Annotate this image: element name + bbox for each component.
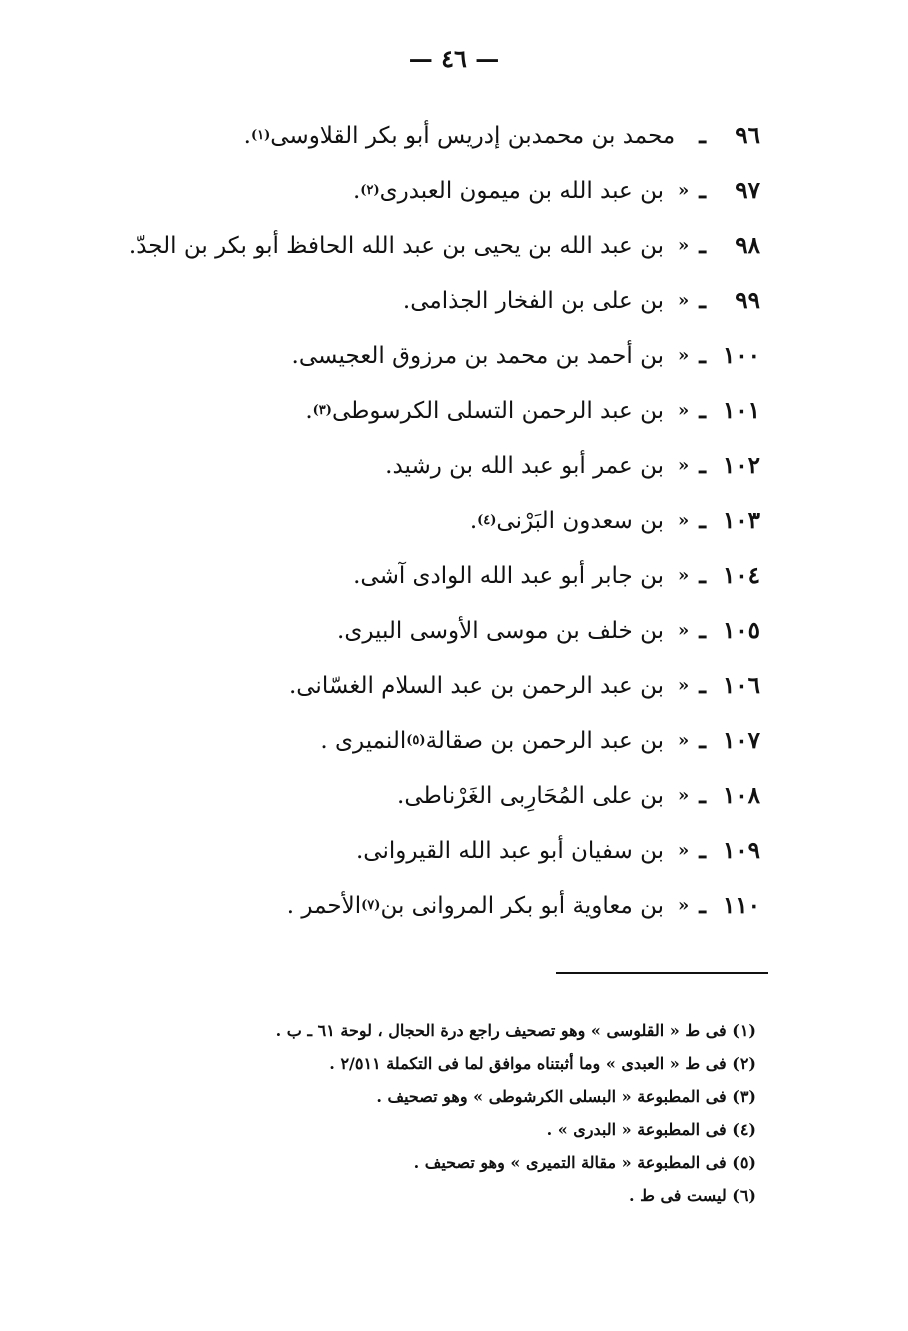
entry-number: ١٠٢ [722,452,760,479]
list-item [120,878,760,933]
footnote-ref: (١) [250,128,271,143]
entry-number: ١٠٣ [722,507,760,534]
footnote-item: (٦) ليست فى ط . [628,1186,756,1205]
list-item [120,273,760,328]
entry-end: الأحمر . [286,892,362,919]
entry-number: ٩٧ [735,177,760,204]
entry-number: ١٠٤ [722,562,760,589]
entry-dash: ـ [699,397,706,424]
footnote-ref: (٢) [360,183,380,198]
footnote-separator [556,972,768,974]
ditto-mark: « [678,785,690,806]
ditto-mark: « [678,290,690,311]
ditto-mark: « [678,565,690,586]
entry-number: ٩٨ [735,232,760,259]
entry-name: بن سفيان أبو عبد الله القيروانى [363,837,664,864]
page-number: — ٤٦ — [408,44,500,73]
ditto-mark: « [678,840,690,861]
entry-name: بن جابر أبو عبد الله الوادى آشى [360,562,664,589]
entry-end: . [469,507,478,534]
ditto-mark: « [678,235,690,256]
entry-dash: ـ [699,837,706,864]
entry-dash: ـ [699,617,706,644]
entry-end: . [128,232,137,259]
footnote-ref: (٤) [477,513,497,528]
footnote-ref: (٧) [361,898,381,913]
ditto-mark: « [678,400,690,421]
entry-name: بن عبد الرحمن بن صقالة [425,727,664,754]
entry-end: . [385,452,393,479]
footnotes [196,1014,756,1212]
footnote-item: (٢) فى ط « العبدى » وما أثبتناه موافق لما فى التكملة ٢/٥١١ . [329,1054,756,1073]
entry-end: . [353,562,361,589]
entry-number: ١٠٥ [722,617,760,644]
list-item [120,383,760,438]
entry-dash: ـ [699,232,706,259]
entry-name: بن عبد الله بن يحيى بن عبد الله الحافظ أبو بكر بن الجدّ [136,232,664,259]
entry-number: ١٠٦ [722,672,760,699]
entry-dash: ـ [699,672,706,699]
entry-number: ١٠٧ [722,727,760,754]
entry-number: ١٠٩ [722,837,760,864]
list-item [120,768,760,823]
entry-name: بن على بن الفخار الجذامى [410,287,664,314]
entry-name: بن سعدون البَرْنى [496,507,664,534]
list-item [120,713,760,768]
entry-end: . [337,617,345,644]
list-item [120,658,760,713]
entry-dash: ـ [699,287,706,314]
list-item [120,163,760,218]
entry-dash: ـ [699,782,706,809]
entry-name: بن عبد الرحمن التسلى الكرسوطى [331,397,664,424]
list-item [120,493,760,548]
entry-dash: ـ [699,562,706,589]
footnote-item: (٣) فى المطبوعة « البسلى الكرشوطى » وهو تصحيف . [376,1087,756,1106]
ditto-mark: « [678,455,690,476]
entry-dash: ـ [699,452,706,479]
entry-end: . [243,122,251,149]
entry-number: ١٠٨ [722,782,760,809]
footnote-ref: (٥) [406,733,426,748]
entry-number: ١٠٠ [722,342,760,369]
entry-end: . [288,672,297,699]
entry-name: بن عبد الله بن ميمون العبدرى [379,177,664,204]
entry-dash: ـ [699,342,706,369]
entry-dash: ـ [699,122,706,149]
entry-number: ٩٦ [735,122,760,149]
entry-end: . [402,287,411,314]
entry-name: بن خلف بن موسى الأوسى البيرى [344,617,664,644]
ditto-mark: « [678,180,690,201]
entry-number: ٩٩ [735,287,760,314]
entry-end: . [305,397,313,424]
entry-dash: ـ [699,727,706,754]
list-item [120,603,760,658]
ditto-mark: « [678,510,690,531]
entry-dash: ـ [699,892,706,919]
list-item [120,823,760,878]
ditto-mark: « [678,620,690,641]
list-item [120,108,760,163]
entries-list [120,108,760,933]
entry-name: بن معاوية أبو بكر المروانى بن [380,892,664,919]
footnote-item: (١) فى ط « القلوسى » وهو تصحيف راجع درة الحجال ، لوحة ٦١ ـ ب . [275,1021,756,1040]
ditto-mark: « [678,675,690,696]
entry-name: بن عمر أبو عبد الله بن رشيد [392,452,664,479]
entry-name: محمد بن محمدبن إدريس أبو بكر القلاوسى [270,122,676,149]
footnote-item: (٤) فى المطبوعة « البدرى » . [546,1120,756,1139]
footnote-ref: (٣) [312,403,332,418]
entry-name: بن على المُحَارِبى الغَرْناطى [404,782,664,809]
list-item [120,218,760,273]
entry-name: بن أحمد بن محمد بن مرزوق العجيسى [298,342,664,369]
entry-end: . [355,837,364,864]
entry-number: ١١٠ [722,892,760,919]
list-item [120,548,760,603]
entry-end: . [352,177,361,204]
list-item [120,438,760,493]
entry-number: ١٠١ [722,397,760,424]
entry-dash: ـ [699,177,706,204]
ditto-mark: « [678,730,690,751]
ditto-mark: « [678,345,690,366]
footnote-item: (٥) فى المطبوعة « مقالة التميرى » وهو تصحيف . [413,1153,756,1172]
entry-name: بن عبد الرحمن بن عبد السلام الغسّانى [296,672,664,699]
entry-dash: ـ [699,507,706,534]
entry-end: النميرى . [320,727,407,754]
entry-end: . [397,782,405,809]
list-item [120,328,760,383]
ditto-mark: « [678,895,690,916]
entry-end: . [291,342,299,369]
